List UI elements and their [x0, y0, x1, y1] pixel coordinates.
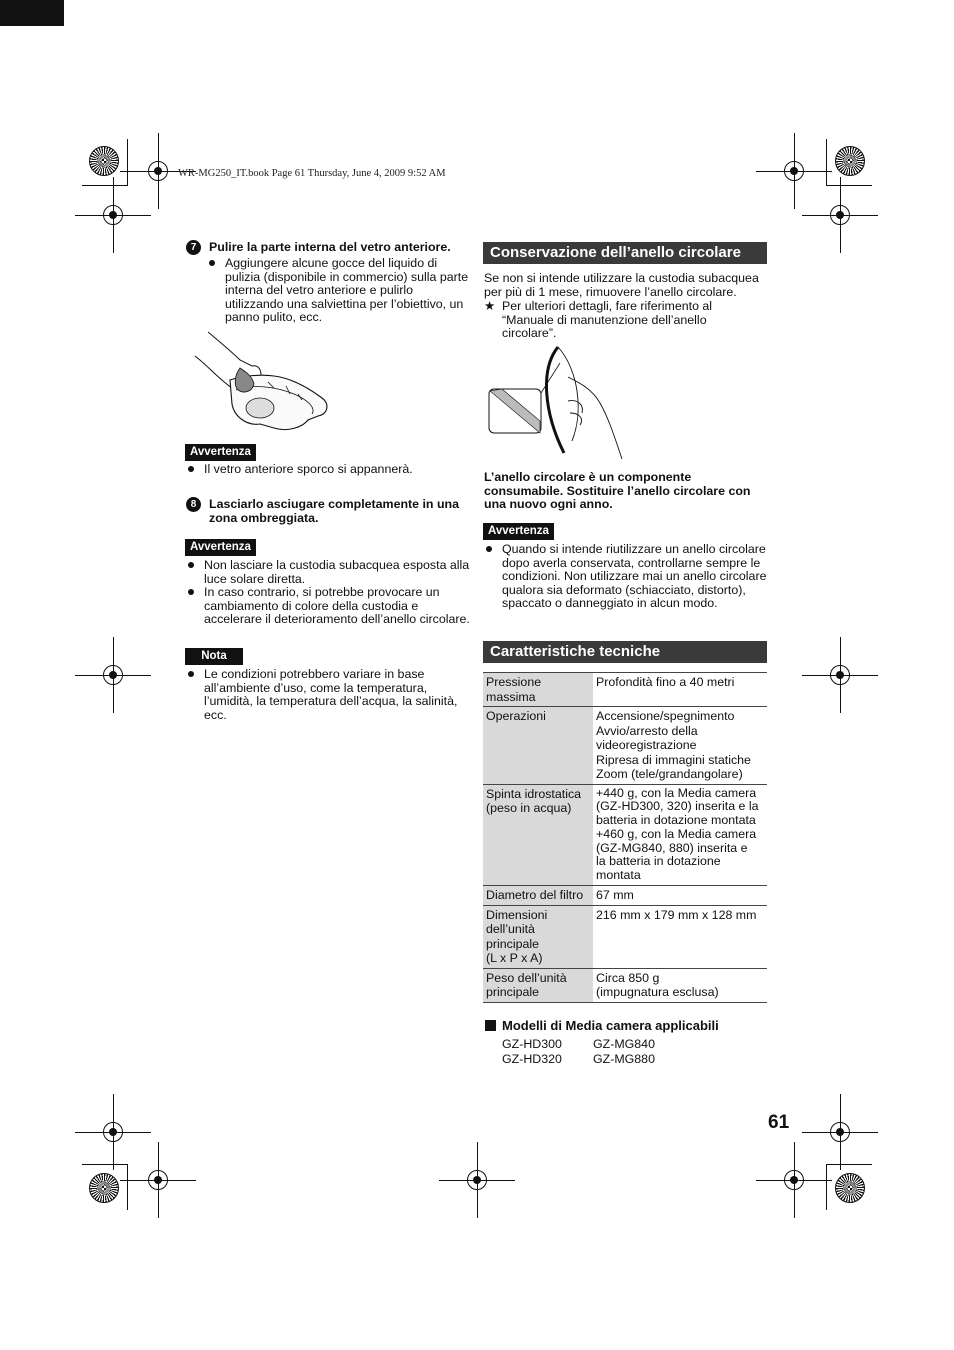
table-row: [483, 673, 767, 707]
table-row: [483, 707, 767, 785]
crop-line: [82, 185, 128, 186]
color-target-icon: [835, 146, 865, 176]
step-title: Pulire la parte interna del vetro anteriore.: [209, 240, 451, 254]
spec-value: Profondità fino a 40 metri: [593, 673, 767, 707]
section-title-oring: Conservazione dell’anello circolare: [483, 242, 767, 264]
housing-cleaning-illustration: [190, 328, 335, 436]
models-list: [502, 1037, 562, 1066]
oring-reference-note: Per ulteriori dettagli, fare riferimento al “Manuale di manutenzione dell’anello circolare”.: [502, 299, 713, 340]
model-name: GZ-MG840: [593, 1037, 655, 1051]
table-row: [483, 784, 767, 886]
specifications-table: [483, 672, 767, 1003]
crop-line: [826, 1164, 872, 1165]
square-bullet-icon: [485, 1020, 496, 1031]
warning-label: Avvertenza: [483, 523, 554, 540]
step-number-badge: 8: [186, 497, 201, 512]
table-row: [483, 968, 767, 1002]
spec-key: Diametro del filtro: [483, 886, 593, 906]
model-name: GZ-HD300: [502, 1037, 562, 1051]
warning-text: Non lasciare la custodia subacquea esposta alla luce solare diretta.: [204, 558, 470, 586]
crop-line: [127, 1164, 128, 1210]
spec-key: Dimensioni dell’unità principale (L x P x A): [483, 905, 593, 968]
color-target-icon: [89, 146, 119, 176]
model-name: GZ-HD320: [502, 1051, 562, 1066]
note-text: Le condizioni potrebbero variare in base all’ambiente d’uso, come la temperatura, l’umidità, la temperatura dell’acqua, la salinità, ecc.: [204, 668, 471, 722]
warning-label: Avvertenza: [185, 444, 256, 461]
table-row: [483, 905, 767, 968]
step-number-badge: 7: [186, 240, 201, 255]
warning-text: Quando si intende riutilizzare un anello circolare dopo averla conservata, controllarne sempre le condizioni. Non utilizzare mai un anello circolare qualora sia deformato (schiacciato, distorto), spaccato o danneggiato in alcun modo.: [502, 543, 769, 611]
chapter-tab: [0, 0, 64, 26]
warning-text: Il vetro anteriore sporco si appannerà.: [204, 463, 471, 477]
crop-line: [82, 1164, 128, 1165]
star-icon: ★: [484, 299, 496, 313]
model-name: GZ-MG880: [593, 1051, 655, 1066]
step-title: Lasciarlo asciugare completamente in una zona ombreggiata.: [209, 497, 459, 525]
note-label: Nota: [185, 648, 243, 665]
spec-value: 67 mm: [593, 886, 767, 906]
models-title: Modelli di Media camera applicabili: [502, 1018, 719, 1033]
running-head: WR-MG250_IT.book Page 61 Thursday, June 4, 2009 9:52 AM: [178, 168, 446, 179]
spec-key: Spinta idrostatica (peso in acqua): [483, 784, 593, 886]
color-target-icon: [89, 1173, 119, 1203]
spec-value: Circa 850 g (impugnatura esclusa): [593, 968, 767, 1002]
spec-value: 216 mm x 179 mm x 128 mm: [593, 905, 767, 968]
section-title-specs: Caratteristiche tecniche: [483, 641, 767, 663]
spec-key: Operazioni: [483, 707, 593, 785]
crop-line: [127, 139, 128, 185]
spec-key: Pressione massima: [483, 673, 593, 707]
oring-intro: Se non si intende utilizzare la custodia subacquea per più di 1 mese, rimuovere l’anello circolare.: [484, 271, 759, 299]
oring-removal-illustration: [488, 343, 628, 461]
color-target-icon: [835, 1173, 865, 1203]
page-number: 61: [768, 1112, 790, 1133]
crop-line: [826, 139, 827, 185]
spec-value: Accensione/spegnimento Avvio/arresto della videoregistrazione Ripresa di immagini statiche Zoom (tele/grandangolare): [593, 707, 767, 785]
warning-label: Avvertenza: [185, 539, 256, 556]
crop-line: [826, 185, 872, 186]
warning-text: In caso contrario, si potrebbe provocare un cambiamento di colore della custodia e accelerare il deterioramento dell’anello circolare.: [204, 585, 470, 626]
oring-consumable-note: L’anello circolare è un componente consumabile. Sostituire l’anello circolare con una nuovo ogni anno.: [484, 470, 751, 511]
spec-value: +440 g, con la Media camera (GZ-HD300, 320) inserita e la batteria in dotazione montata +460 g, con la Media camera (GZ-MG840, 880) inserita e la batteria in dotazione montata: [593, 784, 767, 886]
table-row: [483, 886, 767, 906]
crop-line: [826, 1164, 827, 1210]
instruction-text: Aggiungere alcune gocce del liquido di pulizia (disponibile in commercio) sulla parte interna del vetro anteriore e pulirlo utilizzando una salviettina per l’obiettivo, un panno pulito, ecc.: [225, 257, 471, 325]
models-list: [593, 1037, 655, 1066]
spec-key: Peso dell’unità principale: [483, 968, 593, 1002]
